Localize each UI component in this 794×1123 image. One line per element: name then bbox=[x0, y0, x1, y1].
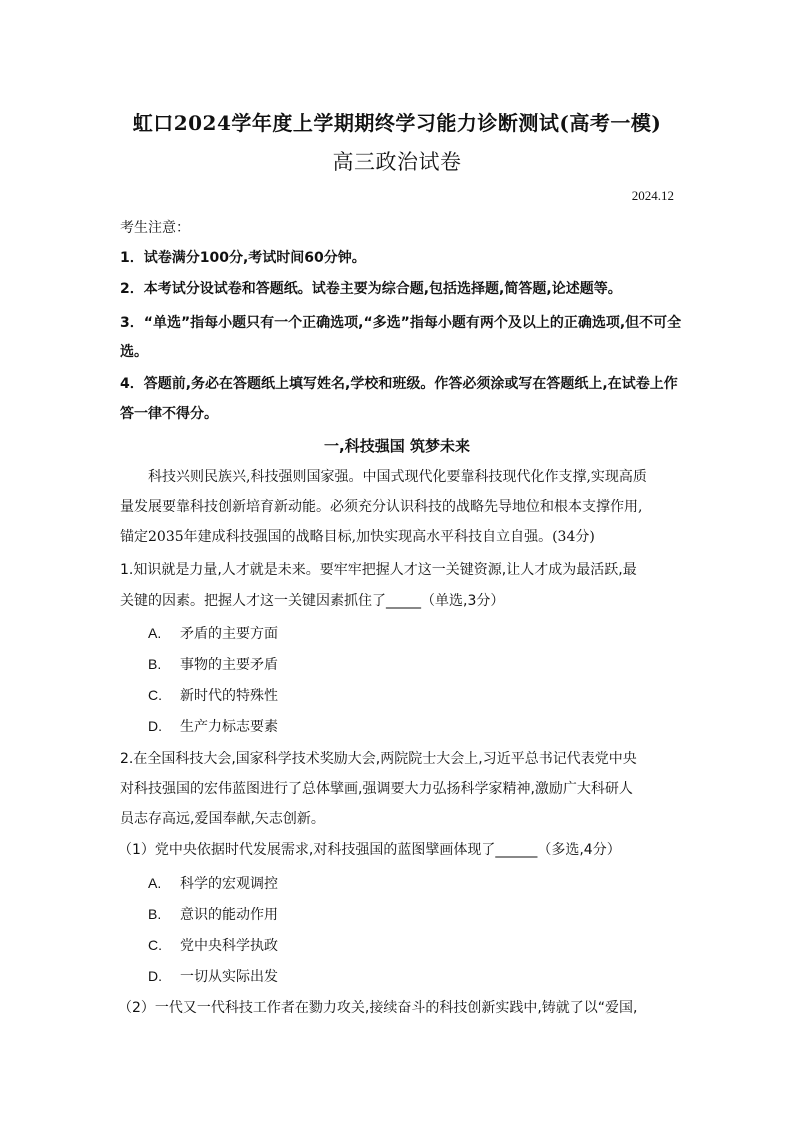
q2-sub1-option-c-text: 党中央科学执政 bbox=[180, 938, 278, 954]
q1-stem-line-2: 关键的因素。把握人才这一关键因素抓住了_____（单选,3分） bbox=[120, 593, 505, 609]
q2-sub1-option-b bbox=[148, 904, 278, 924]
q2-sub1-option-d-text: 一切从实际出发 bbox=[180, 969, 278, 985]
q1-option-c-text: 新时代的特殊性 bbox=[180, 688, 278, 704]
q2-sub-1: （1）党中央依据时代发展需求,对科技强国的蓝图擘画体现了______（多选,4分） bbox=[118, 842, 621, 858]
q2-sub1-option-a-letter: A. bbox=[148, 875, 162, 891]
q2-sub1-option-b-text: 意识的能动作用 bbox=[180, 907, 278, 923]
notice-item-4-line-2: 答一律不得分。 bbox=[120, 406, 218, 422]
q1-option-b-text: 事物的主要矛盾 bbox=[180, 657, 278, 673]
q2-sub1-option-b-letter: B. bbox=[148, 906, 162, 922]
notice-item-4-line-1: 4．答题前,务必在答题纸上填写姓名,学校和班级。作答必须涂或写在答题纸上,在试卷上作 bbox=[120, 376, 678, 392]
q1-option-a bbox=[148, 623, 278, 643]
notice-item-3-line-1: 3．“单选”指每小题只有一个正确选项,“多选”指每小题有两个及以上的正确选项,但不可全 bbox=[120, 315, 682, 331]
q1-option-d-text: 生产力标志要素 bbox=[180, 719, 278, 735]
q1-option-d-letter: D. bbox=[148, 718, 162, 734]
q1-option-b-letter: B. bbox=[148, 656, 162, 672]
q1-option-d bbox=[148, 716, 278, 736]
section-1-intro-line-2: 量发展要靠科技创新培育新动能。必须充分认识科技的战略先导地位和根本支撑作用, bbox=[120, 499, 643, 515]
q2-sub1-option-c-letter: C. bbox=[148, 937, 162, 953]
notice-item-1: 1．试卷满分100分,考试时间60分钟。 bbox=[120, 250, 366, 266]
q1-stem-line-1: 1.知识就是力量,人才就是未来。要牢牢把握人才这一关键资源,让人才成为最活跃,最 bbox=[120, 562, 637, 578]
q2-stem-line-3: 员志存高远,爱国奉献,矢志创新。 bbox=[120, 811, 325, 827]
q2-sub1-option-a bbox=[148, 873, 278, 893]
q1-option-c bbox=[148, 685, 278, 705]
q2-stem-line-2: 对科技强国的宏伟蓝图进行了总体擘画,强调要大力弘扬科学家精神,激励广大科研人 bbox=[120, 781, 633, 797]
exam-subtitle: 高三政治试卷 bbox=[332, 150, 462, 174]
q2-sub1-option-a-text: 科学的宏观调控 bbox=[180, 876, 278, 892]
notice-item-3-line-2: 选。 bbox=[120, 344, 148, 360]
q1-option-c-letter: C. bbox=[148, 687, 162, 703]
section-1-title: 一,科技强国 筑梦未来 bbox=[324, 437, 470, 455]
q1-option-a-letter: A. bbox=[148, 625, 162, 641]
q1-option-a-text: 矛盾的主要方面 bbox=[180, 626, 278, 642]
notice-heading: 考生注意： bbox=[120, 220, 190, 236]
q1-option-b bbox=[148, 654, 278, 674]
exam-title: 虹口2024学年度上学期期终学习能力诊断测试(高考一模) bbox=[132, 111, 662, 135]
exam-date: 2024.12 bbox=[631, 188, 674, 203]
section-1-intro-line-3: 锚定2035年建成科技强国的战略目标,加快实现高水平科技自立自强。(34分) bbox=[120, 529, 595, 545]
notice-item-2: 2．本考试分设试卷和答题纸。试卷主要为综合题,包括选择题,简答题,论述题等。 bbox=[120, 281, 622, 297]
q2-sub-2: （2）一代又一代科技工作者在勠力攻关,接续奋斗的科技创新实践中,铸就了以“爱国, bbox=[118, 1000, 638, 1016]
q2-stem-line-1: 2.在全国科技大会,国家科学技术奖励大会,两院院士大会上,习近平总书记代表党中央 bbox=[120, 751, 637, 767]
section-1-intro-line-1: 科技兴则民族兴,科技强则国家强。中国式现代化要靠科技现代化作支撑,实现高质 bbox=[148, 469, 647, 485]
q2-sub1-option-c bbox=[148, 935, 278, 955]
q2-sub1-option-d bbox=[148, 966, 278, 986]
q2-sub1-option-d-letter: D. bbox=[148, 968, 162, 984]
